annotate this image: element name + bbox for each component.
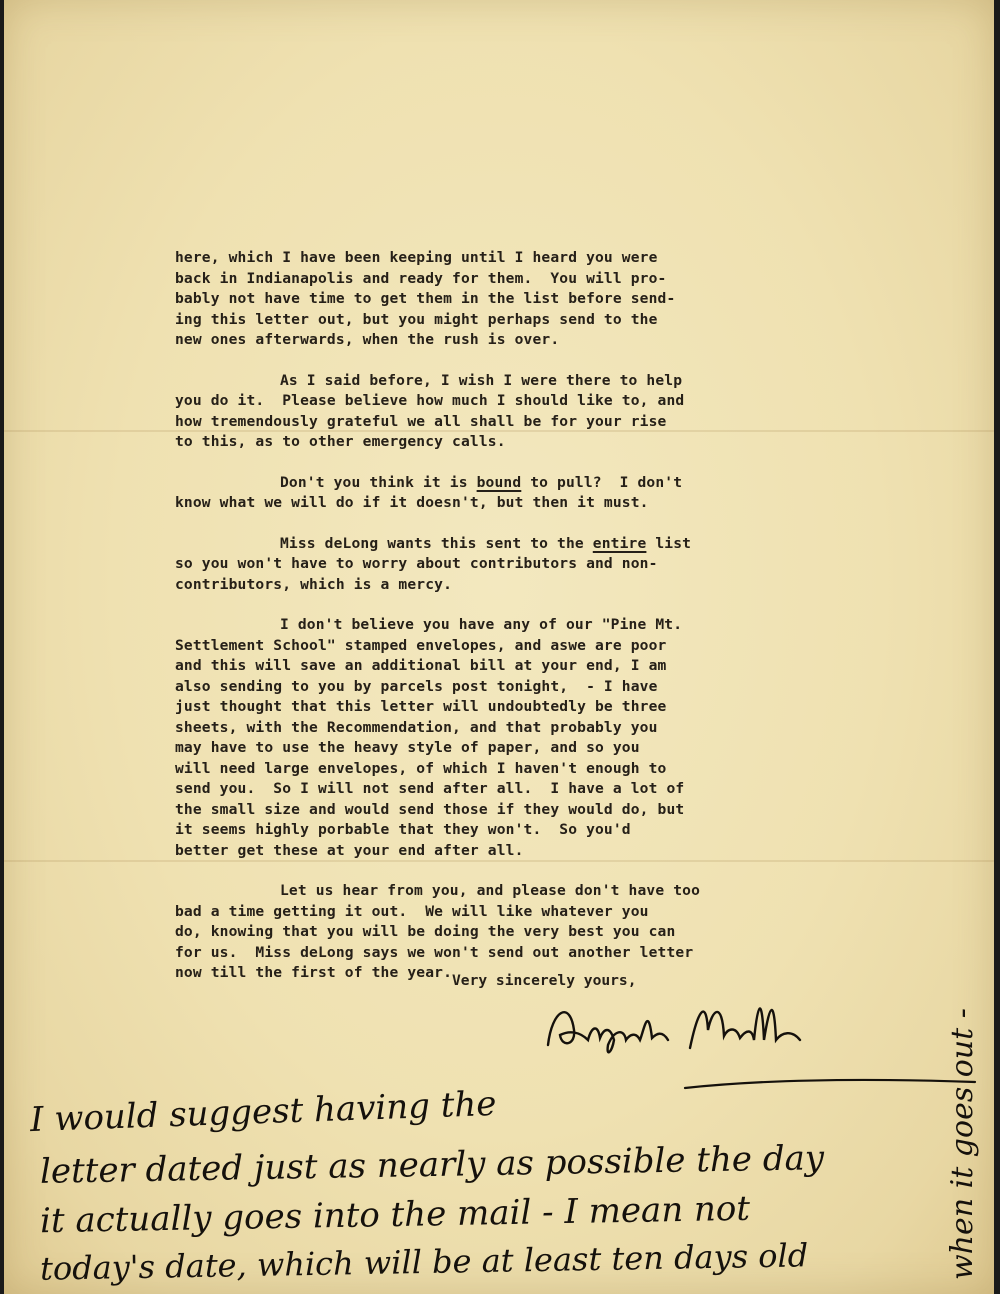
signature-angela-melville xyxy=(540,990,900,1060)
letter-paragraph xyxy=(175,473,875,514)
letter-line-text: bad a time getting it out. We will like whatever you xyxy=(175,902,649,920)
letter-line-text: better get these at your end after all. xyxy=(175,841,524,859)
letter-line xyxy=(175,248,875,269)
letter-line-text: Settlement School" stamped envelopes, and aswe are poor xyxy=(175,636,667,654)
letter-line xyxy=(175,697,875,718)
letter-line-text: may have to use the heavy style of paper, and so you xyxy=(175,739,640,756)
letter-line xyxy=(175,718,875,739)
letter-line xyxy=(175,738,875,759)
letter-line xyxy=(175,779,875,800)
letter-line-text: contributors, which is a mercy. xyxy=(175,575,453,593)
letter-line xyxy=(175,310,875,331)
letter-line xyxy=(175,841,875,862)
letter-line xyxy=(175,922,875,943)
letter-line-text: also sending to you by parcels post tonight, - I have xyxy=(175,677,658,695)
letter-line-text: now till the first of the year. xyxy=(175,964,453,981)
letter-line-text: bably not have time to get them in the list before send- xyxy=(175,290,676,307)
letter-line-text: it seems highly porbable that they won't. So you'd xyxy=(175,821,631,838)
letter-line xyxy=(175,391,875,412)
letter-line-text: Let us hear from you, and please don't have too xyxy=(280,882,701,899)
letter-line xyxy=(175,656,875,677)
letter-line-text: Don't you think it is bound to pull? I don't xyxy=(280,473,683,491)
letter-line xyxy=(175,820,875,841)
letter-line xyxy=(175,432,875,453)
letter-line-text: new ones afterwards, when the rush is over. xyxy=(175,331,560,348)
handwritten-note-line: today's date, which will be at least ten days old xyxy=(39,1236,809,1288)
letter-line xyxy=(175,759,875,780)
letter-line-text: send you. So I will not send after all. I have a lot of xyxy=(175,780,685,797)
letter-line-text: sheets, with the Recommendation, and that probably you xyxy=(175,718,658,736)
letter-line-text: I don't believe you have any of our "Pine Mt. xyxy=(280,616,683,633)
letter-line xyxy=(175,534,875,555)
letter-line xyxy=(175,677,875,698)
letter-line xyxy=(175,881,875,902)
letter-line xyxy=(175,371,875,392)
handwritten-note-line: I would suggest having the xyxy=(29,1083,498,1141)
letter-line-text: Miss deLong wants this sent to the entire list xyxy=(280,534,692,552)
letter-paragraph xyxy=(175,248,875,351)
letter-line xyxy=(175,636,875,657)
letter-line-text: back in Indianapolis and ready for them. You will pro- xyxy=(175,269,667,287)
handwritten-note-line: letter dated just as nearly as possible the day xyxy=(39,1138,825,1192)
handwritten-margin-note: when it goes out - xyxy=(945,1008,980,1280)
letter-line-text: so you won't have to worry about contributors and non- xyxy=(175,555,658,572)
letter-line xyxy=(175,800,875,821)
handwritten-note-line: it actually goes into the mail - I mean not xyxy=(39,1188,751,1242)
letter-line xyxy=(175,554,875,575)
letter-line-text: the small size and would send those if they would do, but xyxy=(175,800,685,818)
letter-line-text: As I said before, I wish I were there to help xyxy=(280,371,683,389)
letter-line-text: know what we will do if it doesn't, but then it must. xyxy=(175,494,649,511)
letter-line-text: how tremendously grateful we all shall be for your rise xyxy=(175,412,667,430)
letter-line-text: you do it. Please believe how much I should like to, and xyxy=(175,392,685,409)
letter-line xyxy=(175,575,875,596)
letter-line-text: for us. Miss deLong says we won't send out another letter xyxy=(175,943,694,961)
letter-paragraph xyxy=(175,615,875,861)
letter-line xyxy=(175,289,875,310)
letter-line-text: just thought that this letter will undoubtedly be three xyxy=(175,698,667,715)
letter-line-text: here, which I have been keeping until I heard you were xyxy=(175,249,658,266)
letter-line-text: will need large envelopes, of which I haven't enough to xyxy=(175,759,667,777)
letter-line xyxy=(175,615,875,636)
letter-line xyxy=(175,943,875,964)
letter-paragraph xyxy=(175,371,875,453)
letter-line-text: do, knowing that you will be doing the very best you can xyxy=(175,923,676,940)
letter-line xyxy=(175,269,875,290)
letter-line-text: to this, as to other emergency calls. xyxy=(175,433,506,450)
typed-letter-body xyxy=(175,248,875,1004)
letter-line-text: and this will save an additional bill at your end, I am xyxy=(175,657,667,674)
letter-line xyxy=(175,412,875,433)
letter-line xyxy=(175,473,875,494)
letter-paragraph xyxy=(175,534,875,596)
letter-line xyxy=(175,493,875,514)
letter-line xyxy=(175,330,875,351)
letter-line-text: ing this letter out, but you might perhaps send to the xyxy=(175,310,658,328)
signature-underline-swash xyxy=(680,1070,980,1100)
letter-paragraph xyxy=(175,881,875,984)
letter-line xyxy=(175,902,875,923)
letter-closing: Very sincerely yours, xyxy=(452,972,637,989)
